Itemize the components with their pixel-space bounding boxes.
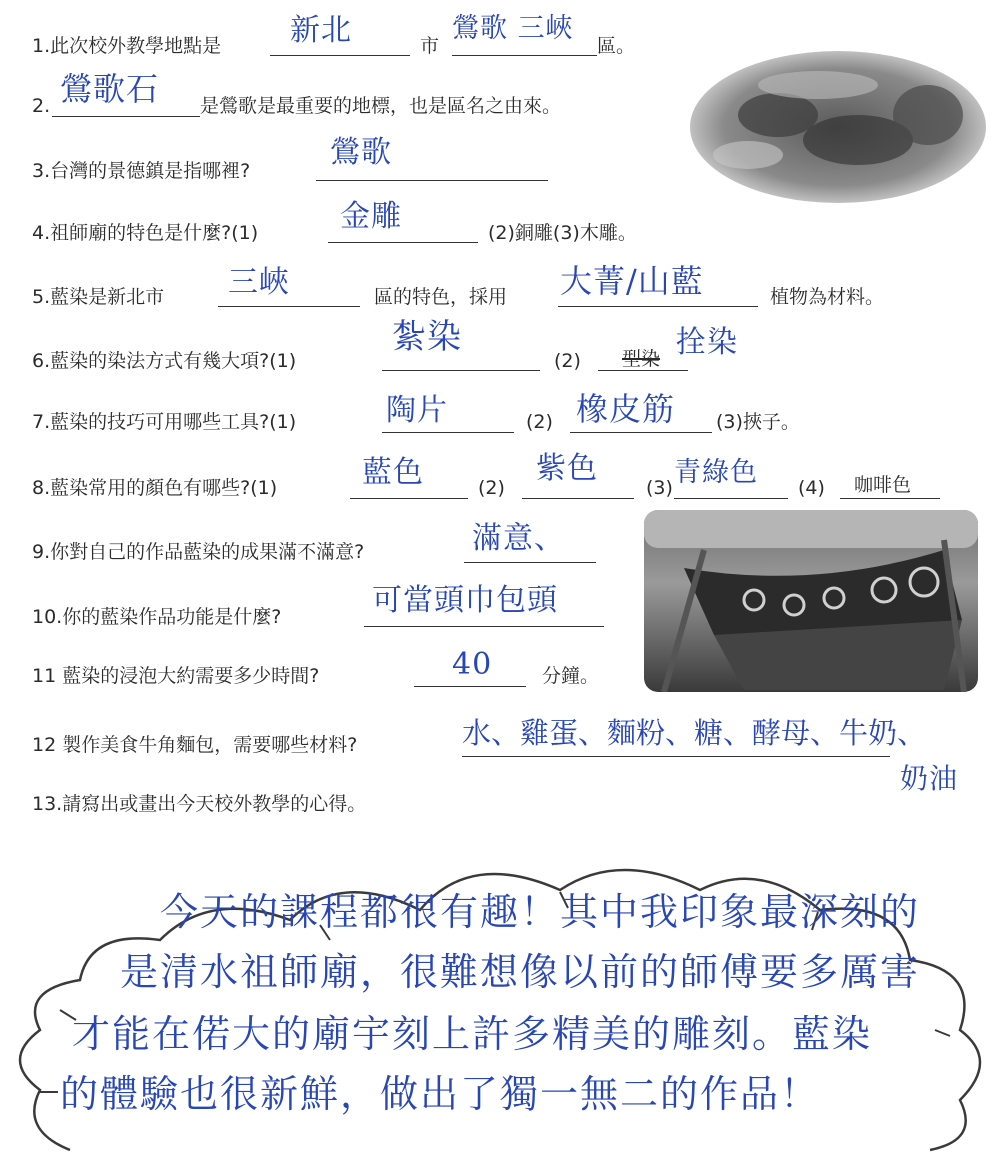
q12-text: 12 製作美食牛角麵包，需要哪些材料? [32,734,358,756]
q5-blank-district [218,306,360,307]
q8-blank-3 [674,498,788,499]
q6-answer-1: 紮染 [392,317,462,357]
q10-text: 10.你的藍染作品功能是什麼? [32,606,282,628]
q3-text: 3.台灣的景德鎮是指哪裡? [32,160,251,182]
q11-text-b: 分鐘。 [542,665,600,687]
q2-text-b: 是鶯歌是最重要的地標，也是區名之由來。 [200,95,562,117]
q1-answer-city: 新北 [290,13,352,48]
q12-answer-line1: 水、雞蛋、麵粉、糖、酵母、牛奶、 [462,716,927,750]
q5-text-b: 區的特色，採用 [374,286,508,308]
q5-text-a: 5.藍染是新北市 [32,286,165,308]
q2-text-a: 2. [32,95,51,117]
q8-text-a: 8.藍染常用的顏色有哪些?(1) [32,477,278,499]
q7-blank-1 [382,432,514,433]
q6-text-a: 6.藍染的染法方式有幾大項?(1) [32,350,297,372]
q2-blank [52,116,200,117]
q1-blank-district [452,55,597,56]
q3-blank [316,180,548,181]
q9-text: 9.你對自己的作品藍染的成果滿不滿意? [32,541,365,563]
q11-answer: 40 [452,647,493,682]
q12-answer-line2: 奶油 [900,762,959,795]
q7-answer-2: 橡皮筋 [576,390,676,428]
q6-text-b: (2) [554,350,581,372]
q13-text: 13.請寫出或畫出今天校外教學的心得。 [32,793,367,815]
q8-answer-2: 紫色 [536,451,598,486]
indigo-dye-photo [644,510,978,692]
q8-answer-3: 青綠色 [674,457,758,488]
q8-text-c: (3) [646,477,673,499]
q1-answer-district: 鶯歌 三峽 [452,13,574,44]
essay-line-2: 是清水祖師廟，很難想像以前的師傅要多厲害 [120,950,921,994]
landmark-photo [688,45,988,205]
q3-answer: 鶯歌 [330,135,392,170]
essay-line-1: 今天的課程都很有趣！其中我印象最深刻的 [160,890,921,934]
q10-blank [364,626,604,627]
q7-text-a: 7.藍染的技巧可用哪些工具?(1) [32,411,297,433]
q8-blank-4 [840,498,940,499]
q1-text-a: 1.此次校外教學地點是 [32,35,222,57]
q9-answer: 滿意、 [472,521,565,556]
q7-blank-2 [570,432,712,433]
q9-blank [464,562,596,563]
q1-text-b: 市 [420,35,440,57]
q5-answer-district: 三峽 [228,265,290,300]
q5-blank-plant [558,306,758,307]
q5-answer-plant: 大菁/山藍 [560,262,704,300]
q10-answer: 可當頭巾包頭 [372,583,558,618]
q4-blank [328,242,478,243]
q12-blank [462,756,890,757]
q4-text-a: 4.祖師廟的特色是什麼?(1) [32,222,259,244]
q4-answer: 金雕 [340,199,402,234]
essay-line-4: 的體驗也很新鮮，做出了獨一無二的作品！ [60,1072,821,1116]
q2-answer: 鶯歌石 [60,70,160,108]
q7-answer-1: 陶片 [386,393,448,428]
q4-text-b: (2)銅雕(3)木雕。 [488,222,637,244]
q8-text-b: (2) [478,477,505,499]
q7-text-c: (3)挾子。 [716,411,800,433]
q11-blank [414,686,526,687]
q6-blank-1 [382,370,540,371]
q6-printed-crossed: 型染 [622,348,661,370]
q1-blank-city [270,55,410,56]
q8-text-d: (4) [798,477,825,499]
q8-blank-2 [522,498,634,499]
q8-answer-1: 藍色 [362,455,424,490]
q6-answer-2: 拴染 [676,325,738,360]
q5-text-c: 植物為材料。 [770,286,885,308]
q11-text-a: 11 藍染的浸泡大約需要多少時間? [32,665,320,687]
q8-printed-4: 咖啡色 [854,474,912,496]
q8-blank-1 [350,498,468,499]
q1-text-c: 區。 [597,35,636,57]
essay-line-3: 才能在偌大的廟宇刻上許多精美的雕刻。藍染 [72,1012,873,1056]
q7-text-b: (2) [526,411,553,433]
